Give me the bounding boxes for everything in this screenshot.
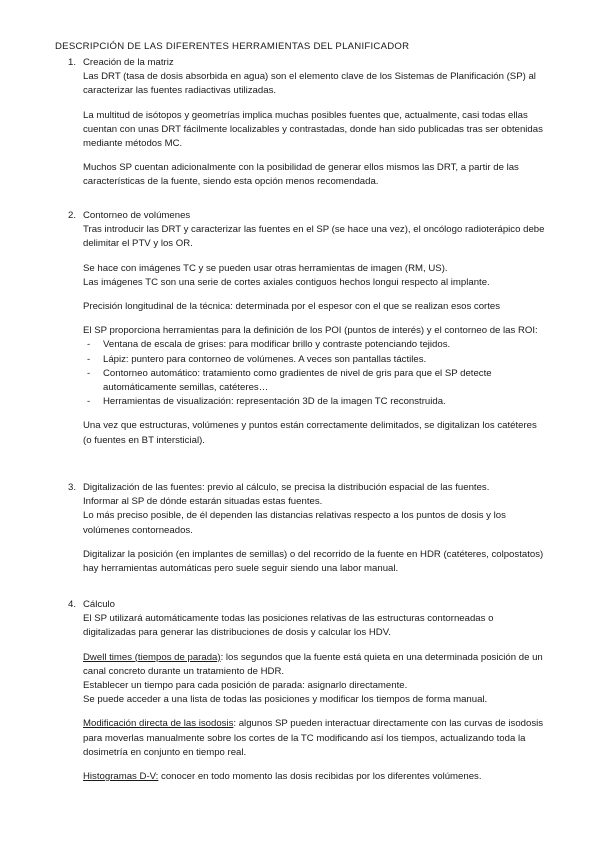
dwell-times-text: : los segundos que la fuente está quieta en una determinada posición de un canal concreto durante un tratamiento de HDR. xyxy=(83,651,543,677)
histogram-paragraph xyxy=(83,770,545,784)
section-2 xyxy=(68,209,545,458)
dwell-times-label: Dwell times (tiempos de parada) xyxy=(83,651,221,663)
section-2-number: 2. xyxy=(68,210,77,221)
section-1-heading: Creación de la matriz xyxy=(83,57,174,68)
section-2-paragraph-1: Tras introducir las DRT y caracterizar las fuentes en el SP (se hace una vez), el oncólogo radioterápico debe delimitar el PTV y los OR. xyxy=(83,224,545,250)
dwell-times-paragraph xyxy=(83,651,545,708)
section-4-paragraph-1: El SP utilizará automáticamente todas las posiciones relativas de las estructuras contorneadas o digitalizadas para generar las distribuciones de dosis y calcular los HDV. xyxy=(83,613,494,639)
isodose-text: : algunos SP pueden interactuar directamente con las curvas de isodosis para moverlas manualmente sobre los cortes de la TC modificando así los tiempos, actualizando toda la dosimetría en conjunto en tiempo real. xyxy=(83,718,544,758)
section-3-line-2: Informar al SP de dónde estarán situadas estas fuentes. xyxy=(83,496,323,508)
section-3-paragraph-1 xyxy=(83,495,545,538)
section-1-paragraph-2: La multitud de isótopos y geometrías implica muchas posibles fuentes que, actualmente, casi todas ellas cuentan con unas DRT fácilmente localizables y contrastadas, donde han sido publicadas tras ser obtenidas mediante métodos MC. xyxy=(83,109,543,150)
section-2-paragraph-2-line-2: Las imágenes TC son una serie de cortes axiales contiguos hechos longui respecto al implante. xyxy=(83,276,490,288)
dwell-times-line-3: Se puede acceder a una lista de todas las posiciones y modificar los tiempos de forma manual. xyxy=(83,694,488,706)
list-item: - Herramientas de visualización: representación 3D de la imagen TC reconstruida. xyxy=(87,395,545,409)
list-item: - Ventana de escala de grises: para modificar brillo y contraste potenciando tejidos. xyxy=(87,338,545,352)
list-item: - Contorneo automático: tratamiento como gradientes de nivel de gris para que el SP detecte automáticamente semillas, catéteres… xyxy=(87,367,545,395)
section-2-paragraph-5: Una vez que estructuras, volúmenes y puntos están correctamente delimitados, se digitalizan los catéteres (o fuentes en BT intersticial). xyxy=(83,420,537,446)
section-1-number: 1. xyxy=(68,57,77,68)
section-3 xyxy=(68,481,545,586)
section-3-line-3: Lo más preciso posible, de él dependen las distancias relativas respecto a los puntos de dosis y los volúmenes contorneados. xyxy=(83,510,506,536)
document-title: DESCRIPCIÓN DE LAS DIFERENTES HERRAMIENTAS DEL PLANIFICADOR xyxy=(55,41,410,52)
section-2-heading: Contorneo de volúmenes xyxy=(83,210,191,221)
section-4 xyxy=(68,598,545,794)
histogram-label: Histogramas D-V: xyxy=(83,771,159,783)
list-item: - Lápiz: puntero para contorneo de volúmenes. A veces son pantallas táctiles. xyxy=(87,353,545,367)
section-2-bullet-list xyxy=(83,338,545,409)
section-2-paragraph-3: Precisión longitudinal de la técnica: determinada por el espesor con el que se realizan esos cortes xyxy=(83,301,501,313)
section-3-heading: Digitalización de las fuentes xyxy=(83,482,202,493)
section-3-heading-text: : previo al cálculo, se precisa la distribución espacial de las fuentes. xyxy=(201,482,490,493)
isodose-label: Modificación directa de las isodosis xyxy=(83,718,234,730)
section-3-paragraph-2: Digitalizar la posición (en implantes de semillas) o del recorrido de la fuente en HDR (catéteres, colpostatos) hay herramientas automáticas pero suele seguir siendo una labor manual. xyxy=(83,548,544,575)
section-1 xyxy=(68,56,545,200)
section-4-heading: Cálculo xyxy=(83,599,115,610)
histogram-text: conocer en todo momento las dosis recibidas por los diferentes volúmenes. xyxy=(158,771,482,783)
section-2-paragraph-4: El SP proporciona herramientas para la definición de los POI (puntos de interés) y el contorneo de las ROI: xyxy=(83,325,538,337)
section-2-paragraph-2-line-1: Se hace con imágenes TC y se pueden usar otras herramientas de imagen (RM, US). xyxy=(83,262,448,274)
section-2-paragraph-2 xyxy=(83,262,545,290)
section-1-paragraph-1: Las DRT (tasa de dosis absorbida en agua) son el elemento clave de los Sistemas de Planificación (SP) al caracterizar las fuentes radiactivas utilizadas. xyxy=(83,71,536,97)
section-1-paragraph-3: Muchos SP cuentan adicionalmente con la posibilidad de generar ellos mismos las DRT, a partir de las características de la fuente, siendo esta opción menos recomendada. xyxy=(83,162,519,188)
section-3-number: 3. xyxy=(68,482,77,493)
section-4-number: 4. xyxy=(68,599,77,610)
isodose-paragraph xyxy=(83,717,545,760)
dwell-times-line-2: Establecer un tiempo para cada posición de parada: asignarlo directamente. xyxy=(83,680,408,692)
